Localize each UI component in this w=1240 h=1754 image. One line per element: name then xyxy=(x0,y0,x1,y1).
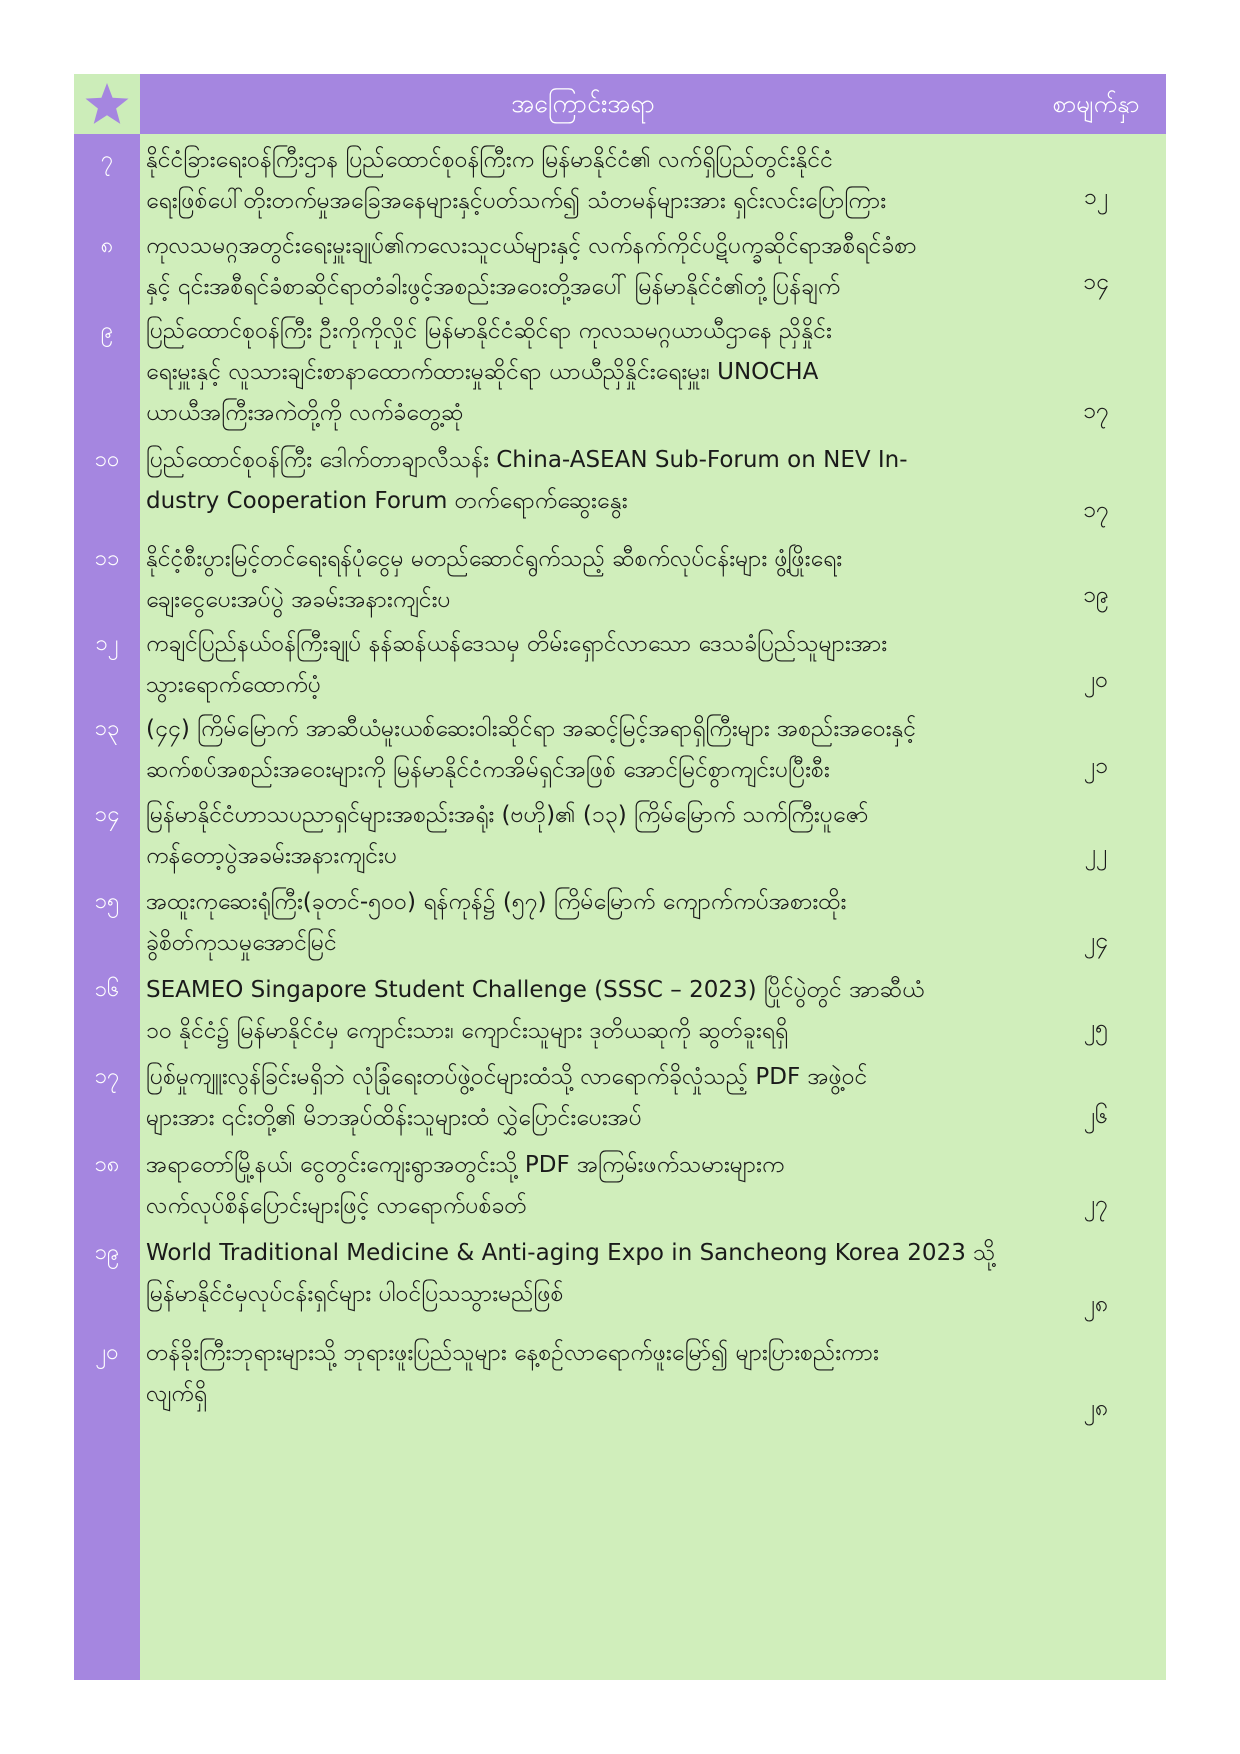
entry-title xyxy=(146,226,1006,308)
entry-number: ၇ xyxy=(100,147,114,172)
entry-title xyxy=(146,140,1006,222)
entry-title-line: နိုင်ငံ့စီးပွားမြင့်တင်ရေးရန်ပုံငွေမှ မတည်ဆောင်ရွက်သည့် ဆီစက်လုပ်ငန်းများ ဖွံ့ဖြိုးရေး xyxy=(146,546,843,572)
entry-title-line: ပြည်ထောင်စုဝန်ကြီး ဒေါက်တာချာလီသန်း China-ASEAN Sub-Forum on NEV In- xyxy=(146,447,908,473)
entry-title xyxy=(146,1057,1006,1139)
entry-title-line: မြန်မာနိုင်ငံမှလုပ်ငန်းရှင်များ ပါဝင်ပြသသွားမည်ဖြစ် xyxy=(146,1281,564,1307)
entry-title-line: ၁၀ နိုင်ငံ၌ မြန်မာနိုင်ငံမှ ကျောင်းသား၊ ကျောင်းသူများ ဒုတိယဆုကို ဆွတ်ခူးရရှိ xyxy=(146,1018,789,1044)
entry-title xyxy=(146,882,1006,964)
entry-title-line: လက်လုပ်စိန်ပြောင်းများဖြင့် လာရောက်ပစ်ခတ် xyxy=(146,1193,527,1219)
entry-page-number: ၁၂ xyxy=(1083,184,1109,210)
entry-number: ၁၈ xyxy=(94,1152,120,1177)
entry-title xyxy=(146,311,1006,434)
entry-page-number: ၂၈ xyxy=(1083,1291,1109,1317)
entry-title xyxy=(146,539,1006,621)
star-cell xyxy=(74,74,140,134)
toc-entry[interactable] xyxy=(74,533,1166,618)
entry-page-number: ၁၉ xyxy=(1083,582,1109,608)
toc-entry[interactable] xyxy=(74,1051,1166,1139)
entry-page-number: ၂၄ xyxy=(1083,928,1109,954)
toc-entry[interactable] xyxy=(74,1139,1166,1227)
entry-number: ၁၄ xyxy=(94,802,120,827)
entry-page-number: ၁၇ xyxy=(1083,497,1109,523)
toc-entry[interactable] xyxy=(74,1227,1166,1327)
entry-title xyxy=(146,440,1006,522)
entry-title-line: ခွဲစိတ်ကုသမှုအောင်မြင် xyxy=(146,930,337,956)
entry-number: ၈ xyxy=(100,233,114,258)
entry-number: ၂၀ xyxy=(95,1340,119,1365)
entry-page-number: ၂၇ xyxy=(1083,1191,1109,1217)
toc-entry[interactable] xyxy=(74,434,1166,533)
entry-title-line: (၄၄) ကြိမ်မြောက် အာဆီယံမူးယစ်ဆေးဝါးဆိုင်ရာ အဆင့်မြင့်အရာရှိကြီးများ အစည်းအဝေးနှင့် xyxy=(146,716,917,742)
entry-number: ၁၁ xyxy=(94,546,120,571)
toc-entry[interactable] xyxy=(74,134,1166,220)
toc-entry[interactable] xyxy=(74,876,1166,964)
toc-entry[interactable] xyxy=(74,789,1166,876)
entry-page-number: ၂၁ xyxy=(1083,753,1109,779)
entry-title xyxy=(146,1233,1006,1315)
entry-title-line: SEAMEO Singapore Student Challenge (SSSC – 2023) ပြိုင်ပွဲတွင် အာဆီယံ xyxy=(146,977,925,1003)
entry-title-line: အထူးကုဆေးရုံကြီး(ခုတင်-၅၀၀) ရန်ကုန်၌ (၅၇) ကြိမ်မြောက် ကျောက်ကပ်အစားထိုး xyxy=(146,889,847,915)
entry-title-line: ရေးမှူးနှင့် လူသားချင်းစာနာထောက်ထားမှုဆိုင်ရာ ယာယီညှိနှိုင်းရေးမှူး၊ UNOCHA xyxy=(146,359,819,385)
entry-number: ၁၀ xyxy=(94,447,120,472)
toc-entry[interactable] xyxy=(74,220,1166,305)
star-icon xyxy=(84,81,130,127)
entry-title xyxy=(146,970,1006,1052)
entry-page-number: ၁၄ xyxy=(1083,269,1109,295)
toc-entry[interactable] xyxy=(74,1327,1166,1431)
entry-title xyxy=(146,795,1006,877)
entry-number: ၁၆ xyxy=(94,977,120,1002)
entry-title-line: World Traditional Medicine & Anti-aging Expo in Sancheong Korea 2023 သို့ xyxy=(146,1240,996,1266)
entry-number: ၁၅ xyxy=(94,889,120,914)
page-column-header: စာမျက်နှာ xyxy=(1052,90,1140,118)
entry-title xyxy=(146,624,1006,706)
toc-entry[interactable] xyxy=(74,305,1166,434)
entry-title-line: ကချင်ပြည်နယ်ဝန်ကြီးချုပ် နန်ဆန်ယန်ဒေသမှ တိမ်းရှောင်လာသော ဒေသခံပြည်သူများအား xyxy=(146,631,888,657)
entry-page-number: ၁၇ xyxy=(1083,398,1109,424)
entry-number: ၁၃ xyxy=(94,716,120,741)
entry-title-line: ယာယီအကြီးအကဲတို့ကို လက်ခံတွေ့ဆုံ xyxy=(146,400,464,426)
table-of-contents xyxy=(74,74,1166,1680)
entry-number: ၉ xyxy=(100,318,114,343)
entry-title-line: လျက်ရှိ xyxy=(146,1381,207,1407)
entry-title xyxy=(146,1145,1006,1227)
entry-page-number: ၂၂ xyxy=(1084,840,1108,866)
entry-page-number: ၂၅ xyxy=(1083,1015,1109,1041)
entry-title-line: dustry Cooperation Forum တက်ရောက်ဆွေးနွေး xyxy=(146,488,628,514)
entry-title-line: သွားရောက်ထောက်ပံ့ xyxy=(146,672,321,698)
entry-title-line: နိုင်ငံခြားရေးဝန်ကြီးဌာန ပြည်ထောင်စုဝန်ကြီးက မြန်မာနိုင်ငံ၏ လက်ရှိပြည်တွင်းနိုင်ငံ xyxy=(146,147,834,173)
entry-page-number: ၂၈ xyxy=(1083,1395,1109,1421)
entry-number: ၁၇ xyxy=(94,1064,120,1089)
entry-title-line: မြန်မာနိုင်ငံဟာသပညာရှင်များအစည်းအရုံး (ဗဟို)၏ (၁၃) ကြိမ်မြောက် သက်ကြီးပူဇော် xyxy=(146,802,869,828)
toc-title: အကြောင်းအရာ xyxy=(511,89,655,118)
entry-title-line: ရေးဖြစ်ပေါ်တိုးတက်မှုအခြေအနေများနှင့်ပတ်သက်၍ သံတမန်များအား ရှင်းလင်းပြောကြား xyxy=(146,188,887,214)
entry-title-line: ပြစ်မှုကျူးလွန်ခြင်းမရှိဘဲ လုံခြုံရေးတပ်ဖွဲ့ဝင်များထံသို့ လာရောက်ခိုလှုံသည့် PDF အဖွဲ့ဝင် xyxy=(146,1064,868,1090)
entry-title-line: ချေးငွေပေးအပ်ပွဲ အခမ်းအနားကျင်းပ xyxy=(146,587,451,613)
entry-title-line: အရာတော်မြို့နယ်၊ ငွေတွင်းကျေးရွာအတွင်းသို့ PDF အကြမ်းဖက်သမားများက xyxy=(146,1152,785,1178)
entry-title-line: ကန်တော့ပွဲအခမ်းအနားကျင်းပ xyxy=(146,843,398,869)
entry-title-line: နှင့် ၎င်းအစီရင်ခံစာဆိုင်ရာတံခါးဖွင့်အစည်းအဝေးတို့အပေါ် မြန်မာနိုင်ငံ၏တုံ့ပြန်ချက် xyxy=(146,274,841,300)
toc-header xyxy=(74,74,1166,134)
entry-title xyxy=(146,709,1006,791)
entry-title-line: တန်ခိုးကြီးဘုရားများသို့ ဘုရားဖူးပြည်သူများ နေ့စဉ်လာရောက်ဖူးမြော်၍ များပြားစည်းကား xyxy=(146,1340,879,1366)
entry-page-number: ၂၆ xyxy=(1083,1103,1109,1129)
entry-title-line: ကုလသမဂ္ဂအတွင်းရေးမှူးချုပ်၏ကလေးသူငယ်များနှင့် လက်နက်ကိုင်ပဋိပက္ခဆိုင်ရာအစီရင်ခံစာ xyxy=(146,233,917,259)
entry-title-line: ဆက်စပ်အစည်းအဝေးများကို မြန်မာနိုင်ငံကအိမ်ရှင်အဖြစ် အောင်မြင်စွာကျင်းပပြီးစီး xyxy=(146,757,830,783)
toc-entry[interactable] xyxy=(74,618,1166,703)
toc-entry[interactable] xyxy=(74,964,1166,1051)
entry-title-line: ပြည်ထောင်စုဝန်ကြီး ဦးကိုကိုလှိုင် မြန်မာနိုင်ငံဆိုင်ရာ ကုလသမဂ္ဂယာယီဌာနေ ညှိနှိုင်း xyxy=(146,318,832,344)
entry-number: ၁၂ xyxy=(95,631,119,656)
entry-title-line: များအား ၎င်းတို့၏ မိဘအုပ်ထိန်းသူများထံ လွှဲပြောင်းပေးအပ် xyxy=(146,1105,642,1131)
toc-entry[interactable] xyxy=(74,703,1166,789)
entry-number: ၁၉ xyxy=(94,1240,120,1265)
entry-title xyxy=(146,1333,1006,1415)
entry-page-number: ၂၀ xyxy=(1083,667,1109,693)
